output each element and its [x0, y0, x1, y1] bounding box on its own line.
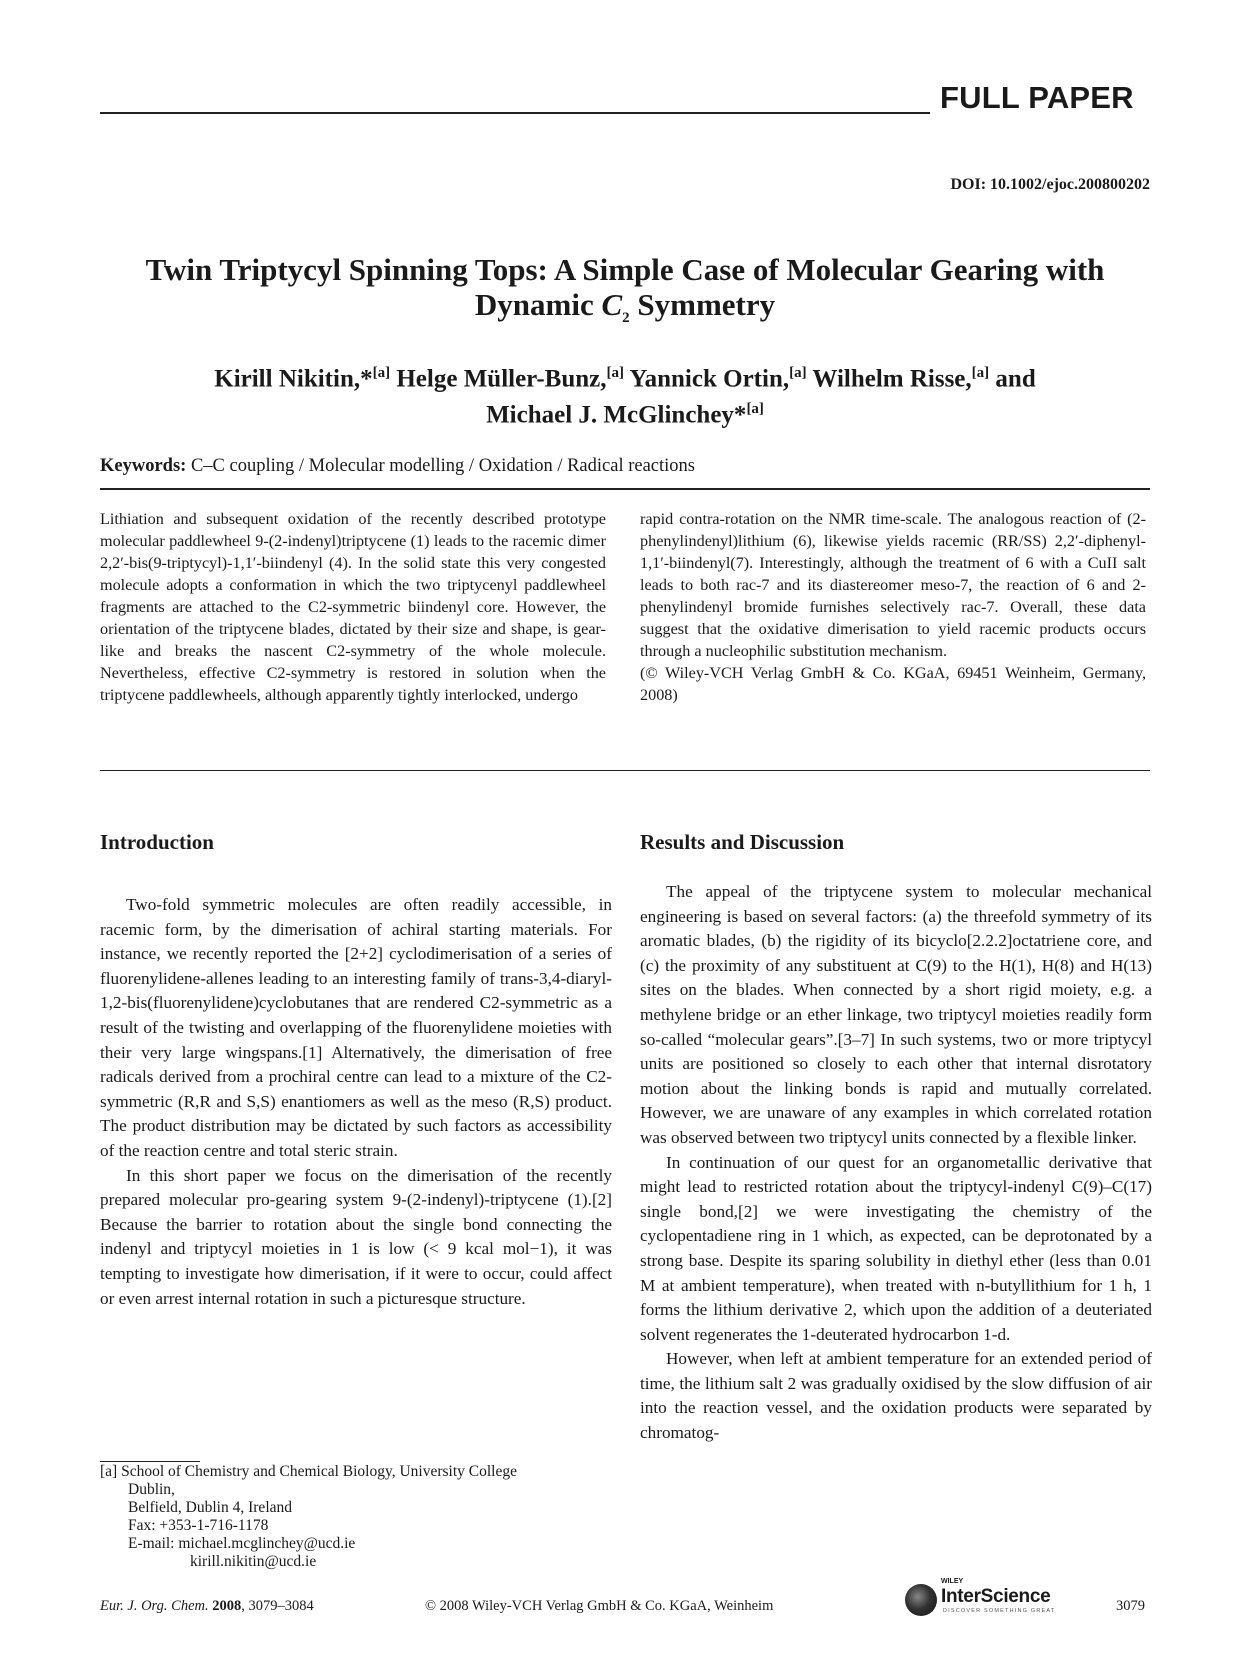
- affiliation-footnote: [a] School of Chemistry and Chemical Biology, University College Dublin, Belfield, Dublin 4, Ireland Fax: +353-1-716-1178 E-mail: michael.mcglinchey@ucd.ie kirill.nikitin@ucd.ie: [100, 1463, 620, 1571]
- paragraph: However, when left at ambient temperature for an extended period of time, the lithium salt 2 was gradually oxidised by the slow diffusion of air into the reaction vessel, and the oxidation products were separated by chromatog-: [640, 1349, 1152, 1443]
- abstract-rule: [100, 770, 1150, 771]
- section-label: FULL PAPER: [940, 80, 1134, 115]
- author: Michael J. McGlinchey*: [486, 401, 747, 429]
- paragraph: In this short paper we focus on the dimerisation of the recently prepared molecular pro-gearing system 9-(2-indenyl)-triptycene (1).[2] Because the barrier to rotation about the single bond connecting the indenyl and triptycyl moieties in 1 is low (< 9 kcal mol−1), it was tempting to investigate how dimerisation, if it were to occur, could affect or even arrest internal rotation in such a picturesque structure.: [100, 1165, 612, 1308]
- keywords-rule: [100, 488, 1150, 490]
- keywords: Keywords: C–C coupling / Molecular modelling / Oxidation / Radical reactions: [100, 456, 695, 476]
- results-heading: Results and Discussion: [640, 830, 845, 854]
- abstract-copyright: (© Wiley-VCH Verlag GmbH & Co. KGaA, 69451 Weinheim, Germany, 2008): [640, 664, 1146, 704]
- intro-body: [100, 893, 612, 1311]
- intro-heading: Introduction: [100, 830, 214, 854]
- paragraph: Two-fold symmetric molecules are often readily accessible, in racemic form, by the dimerisation of achiral starting materials. For instance, we recently reported the [2+2] cyclodimerisation of a series of fluorenylidene-allenes leading to an interesting family of trans-3,4-diaryl-1,2-bis(fluorenylidene)cyclobutanes that are rendered C2-symmetric as a result of the twisting and overlapping of the fluorenylidene moieties with their very large wingspans.[1] Alternatively, the dimerisation of free radicals derived from a prochiral centre can lead to a mixture of the C2-symmetric (R,R and S,S) enantiomers as well as the meso (R,S) product. The product distribution may be dictated by such factors as accessibility of the reaction centre and total steric strain.: [100, 895, 612, 1160]
- paragraph: The appeal of the triptycene system to molecular mechanical engineering is based on several factors: (a) the threefold symmetry of its aromatic blades, (b) the rigidity of its bicyclo[2.2.2]octatriene core, and (c) the proximity of any substituent at C(9) to the H(1), H(8) and H(13) sites on the blades. When connected by a short rigid moiety, e.g. a methylene bridge or an ether linkage, two triptycyl moieties readily form so-called “molecular gears”.[3–7] In such systems, two or more triptycyl units are positioned so closely to each other that internal disrotatory motion about the linking bonds is rapid and mutually correlated. However, we are unaware of any examples in which correlated rotation was observed between two triptycyl units connected by a flexible linker.: [640, 882, 1152, 1147]
- globe-icon: [905, 1584, 937, 1616]
- author: Yannick Ortin,: [624, 365, 790, 393]
- header-rule: [100, 112, 930, 114]
- abstract-left: Lithiation and subsequent oxidation of the recently described prototype molecular paddlewheel 9-(2-indenyl)triptycene (1) leads to the racemic dimer 2,2′-bis(9-triptycyl)-1,1′-biindenyl (4). In the solid state this very congested molecule adopts a conformation in which the two triptycenyl paddlewheel fragments are attached to the C2-symmetric biindenyl core. However, the orientation of the triptycene blades, dictated by their size and shape, is gear-like and breaks the nascent C2-symmetry of the whole molecule. Nevertheless, effective C2-symmetry is restored in solution when the triptycene paddlewheels, although apparently tightly interlocked, undergo: [100, 510, 606, 704]
- page-number: 3079: [1116, 1598, 1145, 1614]
- interscience-logo: WILEY InterScience DISCOVER SOMETHING GREAT: [905, 1578, 1065, 1618]
- abstract-right: rapid contra-rotation on the NMR time-scale. The analogous reaction of (2-phenylindenyl)lithium (6), likewise yields racemic (RR/SS) 2,2′-diphenyl-1,1′-biindenyl(7). Interestingly, although the treatment of 6 with a CuII salt leads to both rac-7 and its diastereomer meso-7, the reaction of 6 and 2-phenylindenyl bromide furnishes selectively rac-7. Overall, these data suggest that the oxidative dimerisation to yield racemic products occurs through a nucleophilic substitution mechanism. (© Wiley-VCH Verlag GmbH & Co. KGaA, 69451 Weinheim, Germany, 2008): [640, 510, 1146, 704]
- author: Helge Müller-Bunz,: [390, 365, 607, 393]
- title-line-2: Dynamic $C_2$ Symmetry: [474, 287, 776, 327]
- email: kirill.nikitin@ucd.ie: [190, 1553, 317, 1570]
- title-line-1: Twin Triptycyl Spinning Tops: A Simple Case of Molecular Gearing with: [145, 252, 1105, 287]
- author: Kirill Nikitin,*: [214, 365, 373, 393]
- paragraph: In continuation of our quest for an organometallic derivative that might lead to restricted rotation about the triptycyl-indenyl C(9)–C(17) single bond,[2] we were investigating the chemistry of the cyclopentadiene ring in 1 which, as expected, can be deprotonated by a strong base. Despite its sparing solubility in diethyl ether (less than 0.01 M at ambient temperature), when treated with n-butyllithium for 1 h, 1 forms the lithium derivative 2, which upon the addition of a deuteriated solvent regenerates the 1-deuterated hydrocarbon 1-d.: [640, 1152, 1152, 1344]
- doi: DOI: 10.1002/ejoc.200800202: [950, 176, 1150, 193]
- footnote-rule: [100, 1461, 200, 1462]
- results-body: [640, 880, 1152, 1446]
- email: E-mail: michael.mcglinchey@ucd.ie: [128, 1535, 356, 1552]
- author: Wilhelm Risse,: [806, 365, 972, 393]
- journal-citation: Eur. J. Org. Chem. 2008, 3079–3084: [100, 1598, 314, 1614]
- footer-copyright: © 2008 Wiley-VCH Verlag GmbH & Co. KGaA, Weinheim: [425, 1598, 774, 1614]
- paper-title: [100, 252, 1150, 336]
- author-list: Kirill Nikitin,*[a] Helge Müller-Bunz,[a] Yannick Ortin,[a] Wilhelm Risse,[a] and Michael J. McGlinchey*[a]: [214, 365, 1036, 429]
